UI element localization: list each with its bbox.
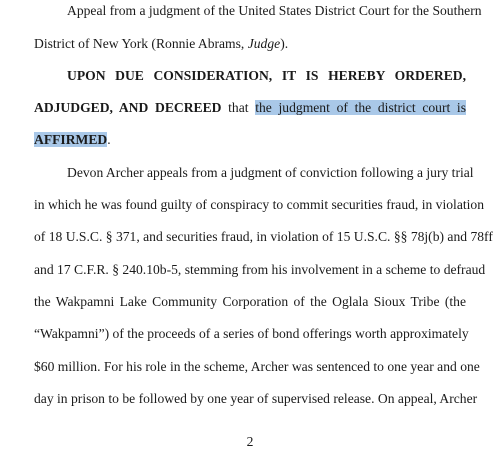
- text-span: ).: [280, 36, 289, 51]
- page-number: 2: [246, 434, 254, 449]
- text-line-12: [34, 359, 480, 375]
- text-line-3: [67, 68, 466, 84]
- text-span: in which he was found guilty of conspiracy to commit securities fraud, in violation: [34, 197, 485, 212]
- text-line-13: [34, 391, 478, 407]
- text-span: $60 million. For his role in the scheme, Archer was sentenced to one year and one: [34, 359, 480, 374]
- bold-text: ADJUDGED, AND DECREED: [34, 100, 222, 115]
- text-line-8: [34, 229, 493, 245]
- text-span: the Wakpamni Lake Community Corporation of the Oglala Sioux Tribe (the: [34, 294, 466, 309]
- text-span: and 17 C.F.R. § 240.10b-5, stemming from his involvement in a scheme to defraud: [34, 262, 486, 277]
- text-line-4: [34, 100, 466, 116]
- text-line-10: [34, 294, 466, 310]
- italic-text: Judge: [247, 36, 281, 51]
- text-span: of 18 U.S.C. § 371, and securities fraud, in violation of 15 U.S.C. §§ 78j(b) and 78ff: [34, 229, 493, 244]
- text-line-5: [34, 132, 466, 148]
- text-line-6: [67, 165, 474, 181]
- text-line-2: [34, 36, 466, 52]
- highlighted-bold-text[interactable]: AFFIRMED: [34, 132, 108, 147]
- text-span: “Wakpamni”) of the proceeds of a series of bond offerings worth approximately: [34, 326, 469, 341]
- highlighted-text[interactable]: the judgment of the district court is: [255, 100, 466, 115]
- text-span: Appeal from a judgment of the United States District Court for the Southern: [67, 3, 482, 18]
- text-span: UPON DUE CONSIDERATION, IT IS HEREBY ORDERED,: [67, 68, 466, 83]
- text-span: Devon Archer appeals from a judgment of conviction following a jury trial: [67, 165, 474, 180]
- text-line-9: [34, 262, 486, 278]
- text-span: day in prison to be followed by one year of supervised release. On appeal, Archer: [34, 391, 478, 406]
- text-span: District of New York (Ronnie Abrams,: [34, 36, 248, 51]
- text-span: .: [107, 132, 111, 147]
- text-span: that: [221, 100, 256, 115]
- text-line-1: [67, 3, 482, 19]
- text-line-11: [34, 326, 469, 342]
- text-line-7: [34, 197, 485, 213]
